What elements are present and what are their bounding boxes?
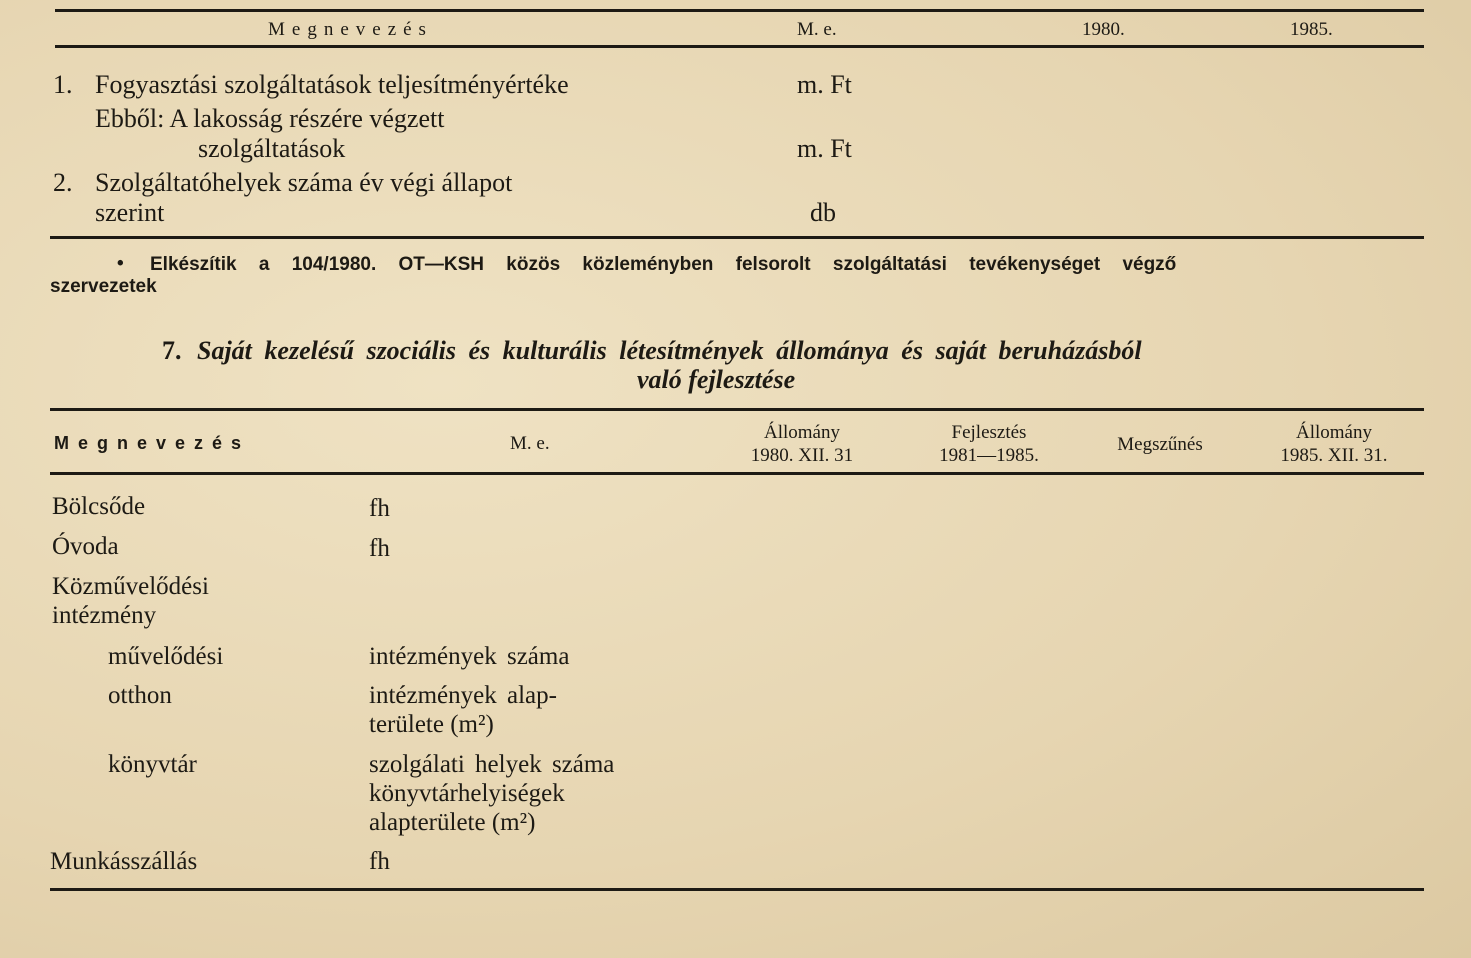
table2-row-munkasszallas-unit: fh [369,848,390,875]
table2-row-konyvtar-name: könyvtár [108,751,197,778]
table1-row2-label: Ebből: A lakosság részére végzett [95,104,445,133]
table1-top-rule [55,9,1424,12]
table2-row-bolcsode-name: Bölcsőde [52,493,146,520]
table1-row2-label-cont: szolgáltatások [198,134,346,163]
table2-row-konyvtar-unit-cont2: alapterülete (m²) [369,809,536,836]
table2-header-name: Megnevezés [54,433,251,453]
table2-header-allomany-1985-l2: 1985. XII. 31. [1280,445,1388,466]
table2-header-fejlesztes-l2: 1981—1985. [939,445,1039,466]
table1-row3-number: 2. [53,168,73,197]
footnote-line2: szervezetek [50,276,157,297]
table2-row-kozmuv-name: Közművelődési [52,573,209,600]
table2-header-allomany-1980-l2: 1980. XII. 31 [750,445,854,466]
section7-title-line2: való fejlesztése [637,365,796,394]
table2-row-ovoda-name: Óvoda [52,533,119,560]
table2-row-muvelodesi-unit: intézmények száma [369,643,570,670]
table2-row-ovoda-unit: fh [369,535,390,562]
table2-row-muvelodesi-name: művelődési [108,643,224,670]
table1-header-rule [55,45,1424,48]
table1-row2-unit: m. Ft [797,134,852,163]
table2-row-otthon-name: otthon [108,682,172,709]
table1-row3-unit: db [810,198,836,227]
table1-row3-label: Szolgáltatóhelyek száma év végi állapot [95,168,513,197]
table2-header-fejlesztes-l1: Fejlesztés [951,422,1027,443]
table2-header-rule [50,472,1424,475]
table2-header-allomany-1980-l1: Állomány [764,422,840,443]
table2-row-munkasszallas-name: Munkásszállás [50,848,198,875]
table1-header-name: Megnevezés [268,19,433,40]
table2-header-fejlesztes [903,421,1075,467]
table2-top-rule [50,408,1424,411]
table2-header-allomany-1980 [716,421,888,467]
section7-title-line1: Saját kezelésű szociális és kulturális létesítmények állománya és saját beruházásból [197,336,1142,365]
table1-row1-label: Fogyasztási szolgáltatások teljesítményértéke [95,70,569,99]
table1-header-1980: 1980. [1082,19,1125,40]
table1-row3-label-cont: szerint [95,198,165,227]
table2-row-bolcsode-unit: fh [369,495,390,522]
table2-row-otthon-unit-cont: területe (m²) [369,711,494,738]
table2-row-konyvtar-unit-cont1: könyvtárhelyiségek [369,780,565,807]
footnote-line1: Elkészítik a 104/1980. OT—KSH közös közleményben felsorolt szolgáltatási tevékenységet végző [150,254,1177,275]
section7-number: 7. [162,336,182,365]
table2-header-allomany-1985-l1: Állomány [1296,422,1372,443]
table2-row-otthon-unit: intézmények alap- [369,682,557,709]
table1-header-unit: M. e. [797,19,837,40]
table1-row1-unit: m. Ft [797,70,852,99]
table2-bottom-rule [50,888,1424,891]
table1-bottom-rule [50,236,1424,239]
table1-row1-number: 1. [53,70,73,99]
footnote-marker: • [117,253,124,274]
table2-row-konyvtar-unit: szolgálati helyek száma [369,751,615,778]
table2-header-allomany-1985 [1248,421,1420,467]
table1-header-1985: 1985. [1290,19,1333,40]
table2-row-kozmuv-name-cont: intézmény [52,602,157,629]
table2-header-megszunes: Megszűnés [1117,434,1203,455]
table2-header-unit: M. e. [510,433,550,454]
